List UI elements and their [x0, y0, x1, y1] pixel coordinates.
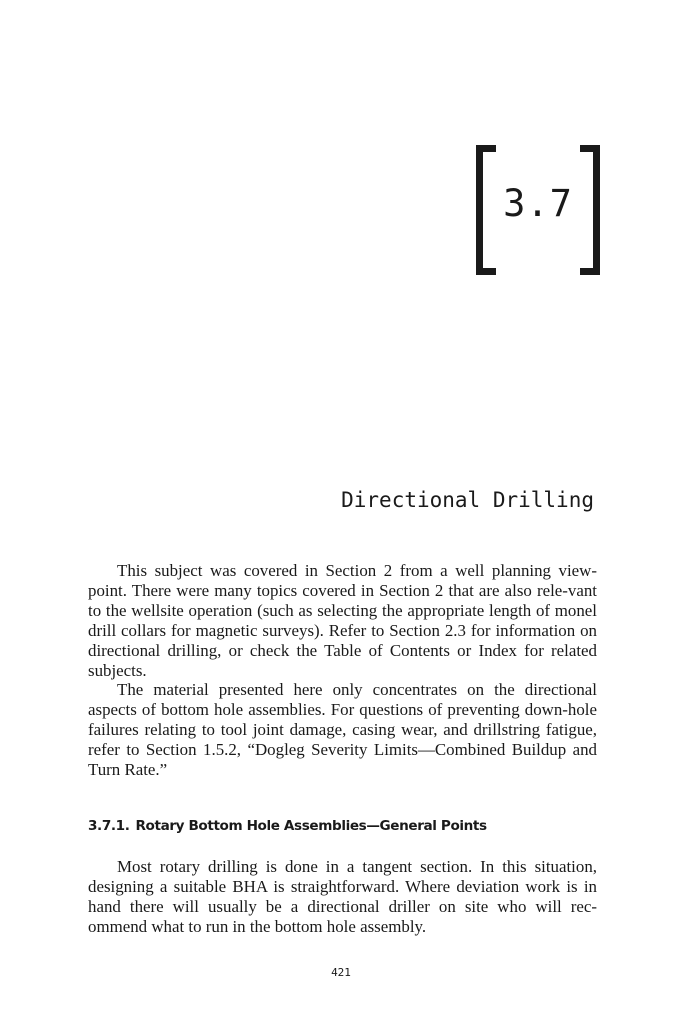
section-heading [88, 818, 487, 834]
chapter-marker [476, 145, 600, 275]
right-bracket [580, 145, 600, 275]
intro-paragraph: The material presented here only concentrates on the directional aspects of bottom hole assemblies. For questions of preventing down-hole failures relating to tool joint damage, casing wear, and drillstring fatigue, refer to Section 1.5.2, “Dogleg Severity Limits—Combined Buildup and Turn Rate.” [88, 680, 597, 780]
left-bracket [476, 145, 496, 275]
chapter-title: Directional Drilling [341, 488, 594, 512]
page-number: 421 [331, 966, 351, 979]
intro-text [88, 561, 597, 780]
intro-paragraph: This subject was covered in Section 2 from a well planning view-point. There were many topics covered in Section 2 that are also rele-vant to the wellsite operation (such as selecting the appropriate length of monel drill collars for magnetic surveys). Refer to Section 2.3 for information on directional drilling, or check the Table of Contents or Index for related subjects. [88, 561, 597, 680]
section-number: 3.7.1. [88, 818, 130, 834]
section-title: Rotary Bottom Hole Assemblies—General Points [135, 818, 487, 834]
section-text [88, 857, 597, 937]
chapter-number: 3.7 [503, 182, 573, 225]
section-paragraph: Most rotary drilling is done in a tangent section. In this situation, designing a suitable BHA is straightforward. Where deviation work is in hand there will usually be a directional driller on site who will rec-ommend what to run in the bottom hole assembly. [88, 857, 597, 936]
